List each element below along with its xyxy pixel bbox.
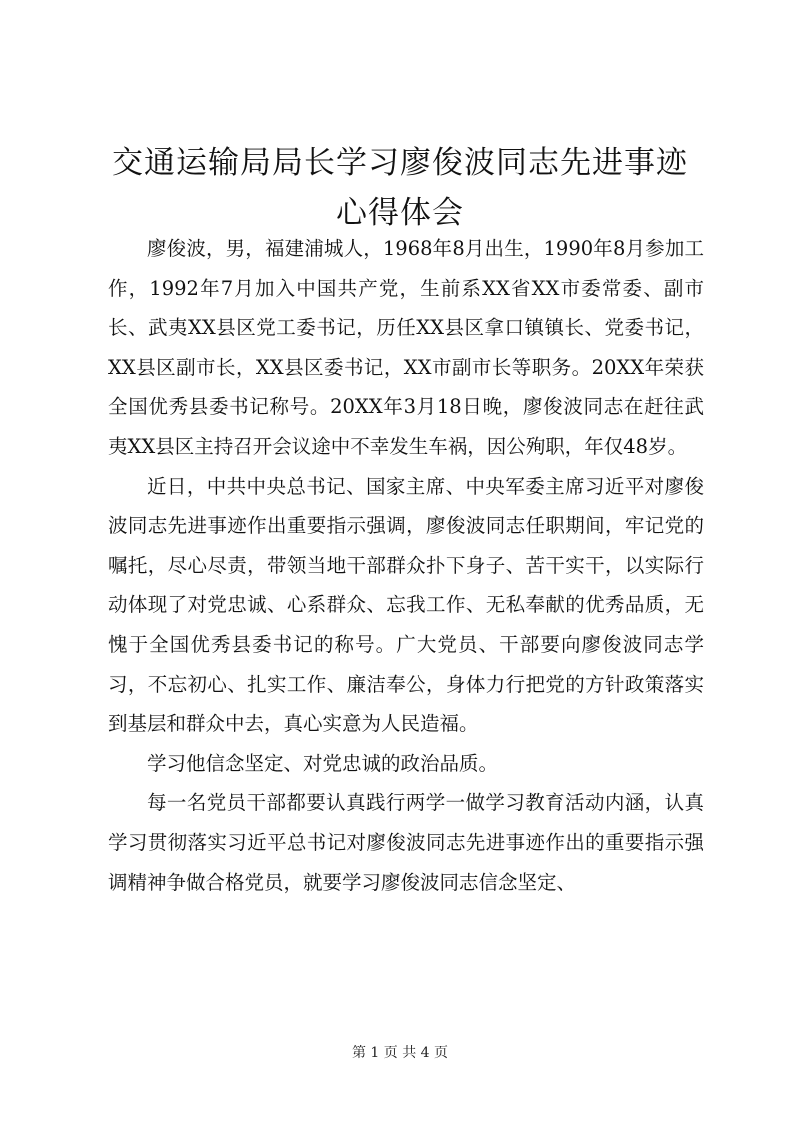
document-body [108, 229, 704, 902]
document-title: 交通运输局局长学习廖俊波同志先进事迹心得体会 [112, 145, 688, 231]
paragraph-instruction: 近日，中共中央总书记、国家主席、中央军委主席习近平对廖俊波同志先进事迹作出重要指示强调，廖俊波同志任职期间，牢记党的嘱托，尽心尽责，带领当地干部群众扑下身子、苦干实干，以实际行动体现了对党忠诚、心系群众、忘我工作、无私奉献的优秀品质，无愧于全国优秀县委书记的称号。广大党员、干部要向廖俊波同志学习，不忘初心、扎实工作、廉洁奉公，身体力行把党的方针政策落实到基层和群众中去，真心实意为人民造福。 [108, 474, 704, 736]
page-footer: 第 1 页 共 4 页 [351, 1045, 449, 1061]
paragraph-biography: 廖俊波，男，福建浦城人，1968年8月出生，1990年8月参加工作，1992年7月加入中国共产党，生前系XX省XX市委常委、副市长、武夷XX县区党工委书记，历任XX县区拿口镇镇长、党委书记，XX县区副市长，XX县区委书记，XX市副市长等职务。20XX年荣获全国优秀县委书记称号。20XX年3月18日晚，廖俊波同志在赶往武夷XX县区主持召开会议途中不幸发生车祸，因公殉职，年仅48岁。 [108, 237, 704, 458]
paragraph-party-members: 每一名党员干部都要认真践行两学一做学习教育活动内涵，认真学习贯彻落实习近平总书记对廖俊波同志先进事迹作出的重要指示强调精神争做合格党员，就要学习廖俊波同志信念坚定、 [108, 791, 704, 894]
paragraph-heading-loyalty: 学习他信念坚定、对党忠诚的政治品质。 [147, 751, 499, 775]
